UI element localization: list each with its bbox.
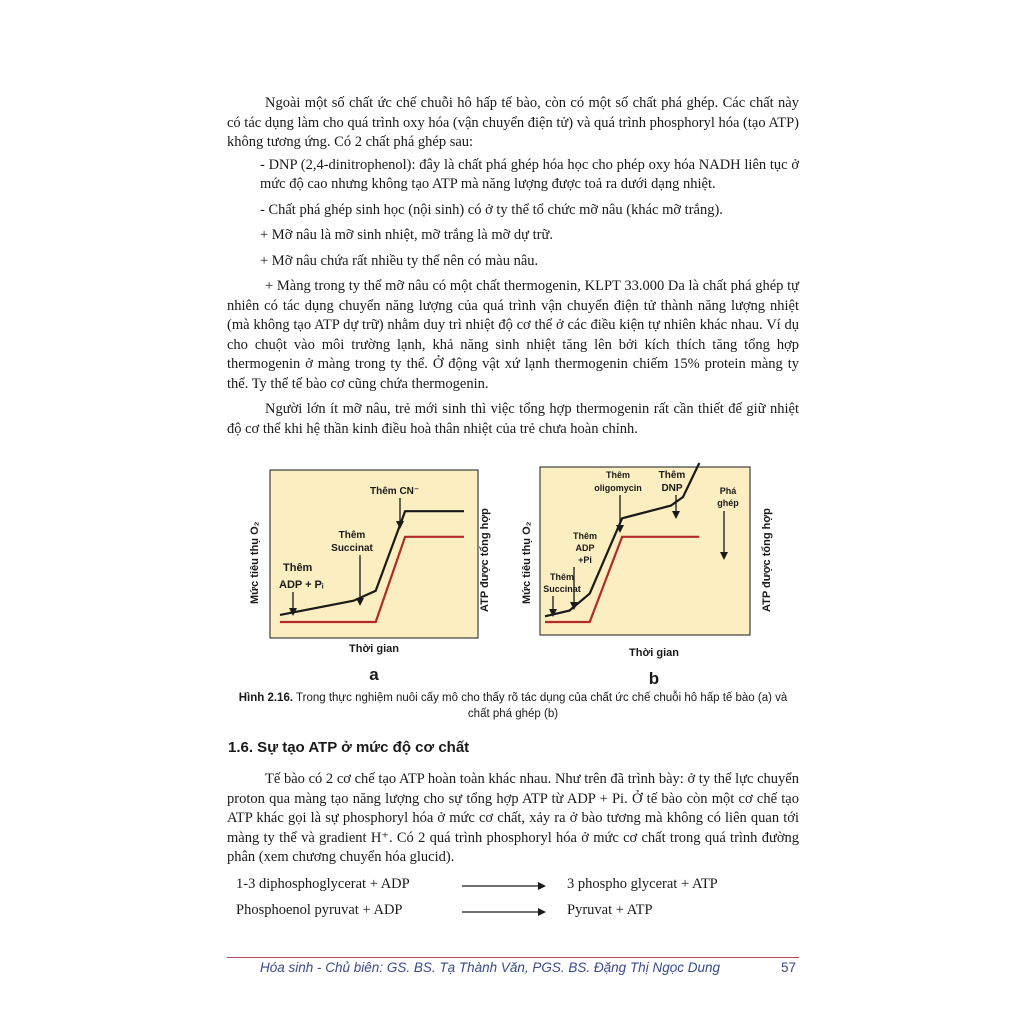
panel-a-letter: a [369, 665, 379, 684]
paragraph-1: Ngoài một số chất ức chế chuỗi hô hấp tế bào, còn có một số chất phá ghép. Các chất này có tác dụng làm cho quá trình oxy hóa (vận chuyển điện tử) và quá trình phosphoryl hóa (tạo ATP) không tương ứng. Có 2 chất phá ghép sau: [227, 95, 800, 150]
panel-b [521, 463, 773, 688]
paragraph-newborn: Người lớn ít mỡ nâu, trẻ mới sinh thì việc tổng hợp thermogenin rất cần thiết để giữ nhiệt độ cơ thể khi hệ thần kinh điều hoà thân nhiệt của trẻ chưa hoàn chỉnh. [227, 401, 799, 437]
figure-caption-text: Trong thực nghiệm nuôi cấy mô cho thấy rõ tác dụng của chất ức chế chuỗi hô hấp tế bào (a) và chất phá ghép (b) [293, 692, 788, 720]
panel-b-ann-phaghep-1: Phá [719, 486, 737, 496]
figure-caption [227, 690, 799, 722]
paragraph-dnp: - DNP (2,4-dinitrophenol): đây là chất phá ghép hóa học cho phép oxy hóa NADH liên tục ở mức độ cao nhưng không tạo ATP mà năng lượng được toả ra dưới dạng nhiệt. [260, 156, 799, 192]
panel-a-x-label: Thời gian [349, 643, 399, 655]
footer-divider [227, 957, 799, 958]
panel-a-ann-succ-1: Thêm [338, 530, 366, 541]
paragraph-biological-uncoupler: - Chất phá ghép sinh học (nội sinh) có ở ty thể tổ chức mỡ nâu (khác mỡ trắng). [260, 201, 723, 218]
panel-a-y-right-label: ATP được tổng hợp [479, 508, 491, 612]
panel-a-ann-adp-2: ADP + Pᵢ [279, 579, 324, 591]
panel-b-ann-dnp-1: Thêm [658, 470, 686, 481]
panel-b-ann-succ-2: Succinat [543, 584, 581, 594]
paragraph-brown-fat-1: + Mỡ nâu là mỡ sinh nhiệt, mỡ trắng là mỡ dự trữ. [260, 227, 553, 243]
reaction-2-arrow-icon [462, 906, 548, 918]
panel-a-y-left-label: Mức tiêu thụ O₂ [249, 521, 261, 604]
paragraph-brown-fat-2: + Mỡ nâu chứa rất nhiều ty thể nên có màu nâu. [260, 252, 539, 269]
panel-a-ann-adp-1: Thêm [283, 562, 313, 574]
figure-caption-label: Hình 2.16. [238, 692, 294, 704]
reaction-1-arrow-icon [462, 880, 548, 892]
footer-text: Hóa sinh - Chủ biên: GS. BS. Tạ Thành Văn, PGS. BS. Đặng Thị Ngọc Dung [260, 960, 720, 975]
panel-b-ann-adp-3: +Pi [578, 555, 592, 565]
panel-b-y-left-label: Mức tiêu thụ O₂ [521, 521, 533, 604]
page-number: 57 [781, 960, 797, 975]
section-text-block [227, 770, 799, 868]
panel-b-letter: b [648, 669, 660, 688]
panel-b-ann-adp-2: ADP [575, 543, 595, 553]
panel-a [249, 470, 491, 684]
panel-b-x-label: Thời gian [629, 647, 679, 659]
reaction-2-left: Phosphoenol pyruvat + ADP [236, 902, 403, 918]
panel-b-y-right-label: ATP được tổng hợp [761, 508, 773, 612]
panel-b-ann-phaghep-2: ghép [717, 498, 739, 508]
reaction-1-left: 1-3 diphosphoglycerat + ADP [236, 876, 410, 892]
panel-b-ann-succ-1: Thêm [549, 572, 575, 582]
paragraph-thermogenin: + Màng trong ty thể mỡ nâu có một chất thermogenin, KLPT 33.000 Da là chất phá ghép tự nhiên có tác dụng chuyển năng lượng của quá trình vận chuyển điện tử thành năng lượng nhiệt (mà không tạo ATP dự trữ) nhằm duy trì nhiệt độ cơ thể ở các điều kiện tự nhiên khác nhau. Ví dụ cho chuột vào môi trường lạnh, khả năng sinh nhiệt tăng lên bởi kích thích tăng tổng hợp thermogenin ở màng trong ty thể. Ở động vật xứ lạnh thermogenin chiếm 15% protein màng ty thể. Ty thể tế bào cơ cũng chứa thermogenin. [227, 278, 799, 392]
panel-b-ann-dnp-2: DNP [661, 483, 683, 494]
section-paragraph: Tế bào có 2 cơ chế tạo ATP hoàn toàn khác nhau. Như trên đã trình bày: ở ty thể lực chuyển proton qua màng tạo năng lượng cho sự tổng hợp ATP từ ADP + Pi. Ở tế bào còn một cơ chế tạo ATP khác gọi là sự phosphoryl hóa ở mức cơ chất, xảy ra ở bào tương mà không có liên quan tới màng ty thể và gradient H⁺. Có 2 quá trình phosphoryl hóa ở mức cơ chất trong quá trình đường phân (xem chương chuyển hóa glucid). [227, 771, 799, 865]
panel-a-ann-cn: Thêm CN⁻ [370, 486, 420, 497]
panel-b-ann-oligo-2: oligomycin [594, 483, 642, 493]
reaction-2-right: Pyruvat + ATP [567, 902, 653, 918]
section-heading: 1.6. Sự tạo ATP ở mức độ cơ chất [228, 739, 470, 756]
reaction-1-right: 3 phospho glycerat + ATP [567, 876, 718, 892]
panel-a-ann-succ-2: Succinat [331, 543, 373, 554]
panel-b-ann-oligo-1: Thêm [605, 470, 631, 480]
panel-b-ann-adp-1: Thêm [572, 531, 598, 541]
